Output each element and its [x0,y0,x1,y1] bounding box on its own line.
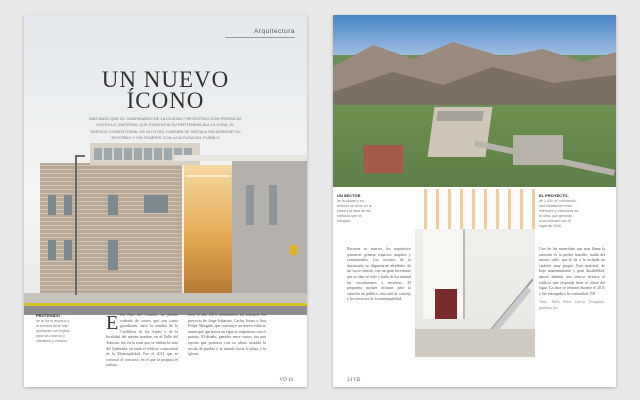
deck-text: MÁS BAJO QUE EL CAMPANARIO DE LA IGLESIA Y REVESTIDO CON PIEDRA DE HUESILLO, MATERIAL QUE EVIDENCIA SU PERTENENCIA A LA ZONA, EL EDIFICIO CONSISTORIAL DE ALTO DEL CARMEN SE INSTALA SIN AGREDIR SU ENTORNO Y SIN ROMPER CON LA ALTURA DEL PUEBLO [89,116,242,141]
caption-1-head: UN SECTOR [337,193,361,198]
interior-photo [415,189,535,357]
street-lamp [75,155,77,295]
window [64,240,72,260]
building-aerial-roof [436,111,483,121]
window [108,240,118,270]
interior-door [435,289,457,319]
window [144,195,168,213]
body-column-2: Para el año 2013 comenzaron los trabajos. Un proyecto de Jorge Iribarren, Carlos Sousa y Ana Felipe Morgado que construye un nuevo edificio municipal que busca un espacio respetuoso con el paisaje. El diseño, ganador entre varios, fue una opción que potencia con su altura acotada la escala de pueblo y la mirada hacia la plaza y la iglesia. [188,313,266,357]
roof-slab [174,155,307,161]
right-body-column-1: Recorrer su interior, los arquitectos quisieron generar espacios amplios y comunicados. Los recintos de la institución se dispusieron alrededor de un vacío central, con un gran lucernario que se abre al cielo y baña de luz natural las circulaciones y escaleras. El programa incluye oficinas para la atención de público, una sala de concejo y los servicios de la municipalidad. [347,247,411,302]
drop-cap: E [106,312,119,334]
caption-head: PROTEGIDO [36,313,61,318]
glass-mullion [186,175,230,177]
window [269,185,277,225]
caption-2-head: EL PROYECTO, [539,193,569,198]
left-page [24,15,307,387]
body-text-1: En Alto del Carmen, un pueblo rodeado de cerros que son como guardianes, nace la sombra de la Cordillera de los Andes y de la localidad del mismo nombre, en el Valle del Tránsito, fue en la zona que se realiza la sede del Quebrada, en tanto el edificio consistorial de la Municipalidad. Fue el 2012 que se convocó al concurso, en el que se propuso el trabajo. [106,313,178,368]
section-label: Arquitectura [253,28,295,35]
caption-1-body: de la ciudad y su entorno se tiene en la plaza y la idea de los edificios que se integran. [337,199,372,223]
section-rule [225,37,295,38]
window [108,195,118,215]
photo-caption [36,313,72,344]
street-sign [290,245,298,255]
window [64,195,72,215]
right-body-text-2: Uno de los materiales que más llama la atención es la piedra huesillo, traída del mismo valle, que le da a la fachada un carácter muy propio. Este material, de bajo mantenimiento y gran durabilidad, aporta además una inercia térmica al edificio que responde bien al clima del lugar. La obra se terminó durante el 2015 y fue entregada a la comunidad. VD [539,247,605,296]
building-center-block [130,165,182,293]
window [48,195,56,215]
headline-line-1: UN NUEVO [101,67,230,92]
caption-body: de la luz el espacio y la sombra tiene bajo aperturas con hojitas para los vecinos y visitantes y vecinos. [36,319,70,343]
building-right-wing [232,157,307,293]
building-brick-wing [40,163,130,293]
headline-line-2: ÍCONO [126,88,205,113]
roof-red [363,145,403,173]
page-folio-left: VD 16 [279,378,293,383]
window [246,185,254,225]
cover-photo [24,15,307,315]
caption-2 [539,193,579,229]
photo-credit: Texto, Paula Pérez García. Fotografía, gentileza Iris. [539,300,605,310]
right-page [333,15,616,387]
building-glass-entrance [184,165,232,293]
skylight-slats [415,189,535,229]
page-folio-right: 24 VD [347,378,361,383]
window [48,240,56,260]
interior-floor [415,329,535,357]
caption-2-body: de 1.400 m² construido, una instalación entre interiores y exteriores de la obra, que generan una conexión con el lugar de 1940. [539,199,579,228]
right-body-column-2 [539,247,605,312]
body-column-1 [106,313,178,369]
caption-1 [337,193,375,224]
aerial-photo [333,15,616,187]
